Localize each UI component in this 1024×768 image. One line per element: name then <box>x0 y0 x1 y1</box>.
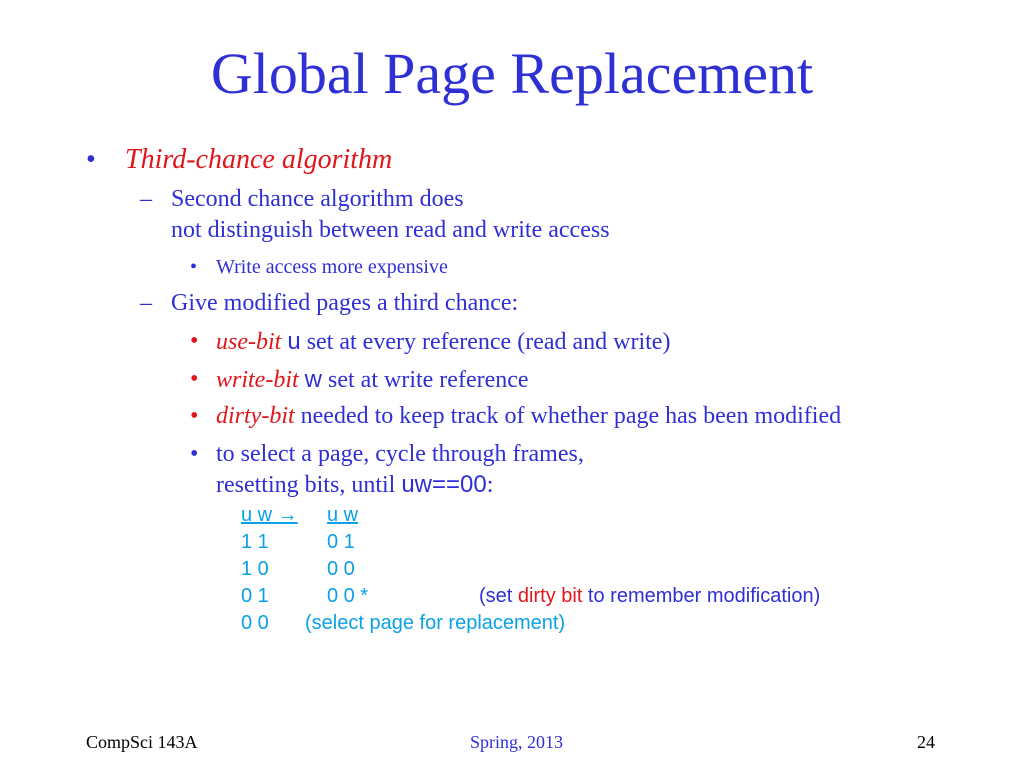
bullet-icon: • <box>190 256 198 278</box>
table-note <box>479 584 820 608</box>
bullet-icon: • <box>190 328 199 354</box>
table-cell-a: 1 1 <box>241 531 269 553</box>
table-cell-a: 1 0 <box>241 558 269 580</box>
dirty-bit-term: dirty-bit <box>216 403 295 429</box>
table-cell-b: 0 0 <box>327 558 355 580</box>
use-bit-term: use-bit <box>216 329 282 355</box>
slide-title: Global Page Replacement <box>210 41 814 106</box>
sub1-sub: Write access more expensive <box>216 256 448 278</box>
dash-icon: – <box>140 290 152 316</box>
dash-icon: – <box>140 186 152 212</box>
sub1-line2: not distinguish between read and write access <box>171 217 610 243</box>
select-line2-pre: resetting bits, until <box>216 472 402 498</box>
table-note-post: to remember modification) <box>582 585 821 607</box>
bullet-icon: • <box>190 366 199 392</box>
table-note-red: dirty bit <box>517 585 583 607</box>
sub1-line1: Second chance algorithm does <box>171 186 464 212</box>
footer-page-number: 24 <box>917 732 935 752</box>
use-bit-rest: set at every reference (read and write) <box>300 329 671 355</box>
table-cell-b: 0 0 * <box>327 585 369 607</box>
select-line1: to select a page, cycle through frames, <box>216 441 584 467</box>
bullet-icon: • <box>190 403 199 429</box>
select-line2-post: : <box>486 472 494 498</box>
dirty-bit-rest: needed to keep track of whether page has been modified <box>294 403 842 429</box>
select-line2-code: uw==00 <box>401 471 487 498</box>
table-last-note: (select page for replacement) <box>305 612 566 634</box>
bullet-icon: • <box>190 441 199 467</box>
table-cell-a: 0 0 <box>241 612 269 634</box>
footer-course: CompSci 143A <box>86 732 198 752</box>
table-note-pre: (set <box>479 585 518 607</box>
level1-heading: Third-chance algorithm <box>125 144 393 175</box>
select-line2 <box>216 471 493 499</box>
footer-term: Spring, 2013 <box>470 732 564 752</box>
write-bit-rest: set at write reference <box>322 367 529 393</box>
table-header-b: u w <box>327 504 359 526</box>
bullet-icon: • <box>86 144 96 175</box>
table-cell-b: 0 1 <box>327 531 355 553</box>
write-bit-code: w <box>304 366 323 393</box>
table-cell-a: 0 1 <box>241 585 269 607</box>
use-bit-item <box>216 328 670 356</box>
write-bit-term: write-bit <box>216 367 299 393</box>
table-header-a: u w → <box>241 504 298 526</box>
sub2-heading: Give modified pages a third chance: <box>171 290 519 316</box>
use-bit-code: u <box>287 328 301 355</box>
dirty-bit-item <box>216 403 841 430</box>
write-bit-item <box>216 366 529 394</box>
